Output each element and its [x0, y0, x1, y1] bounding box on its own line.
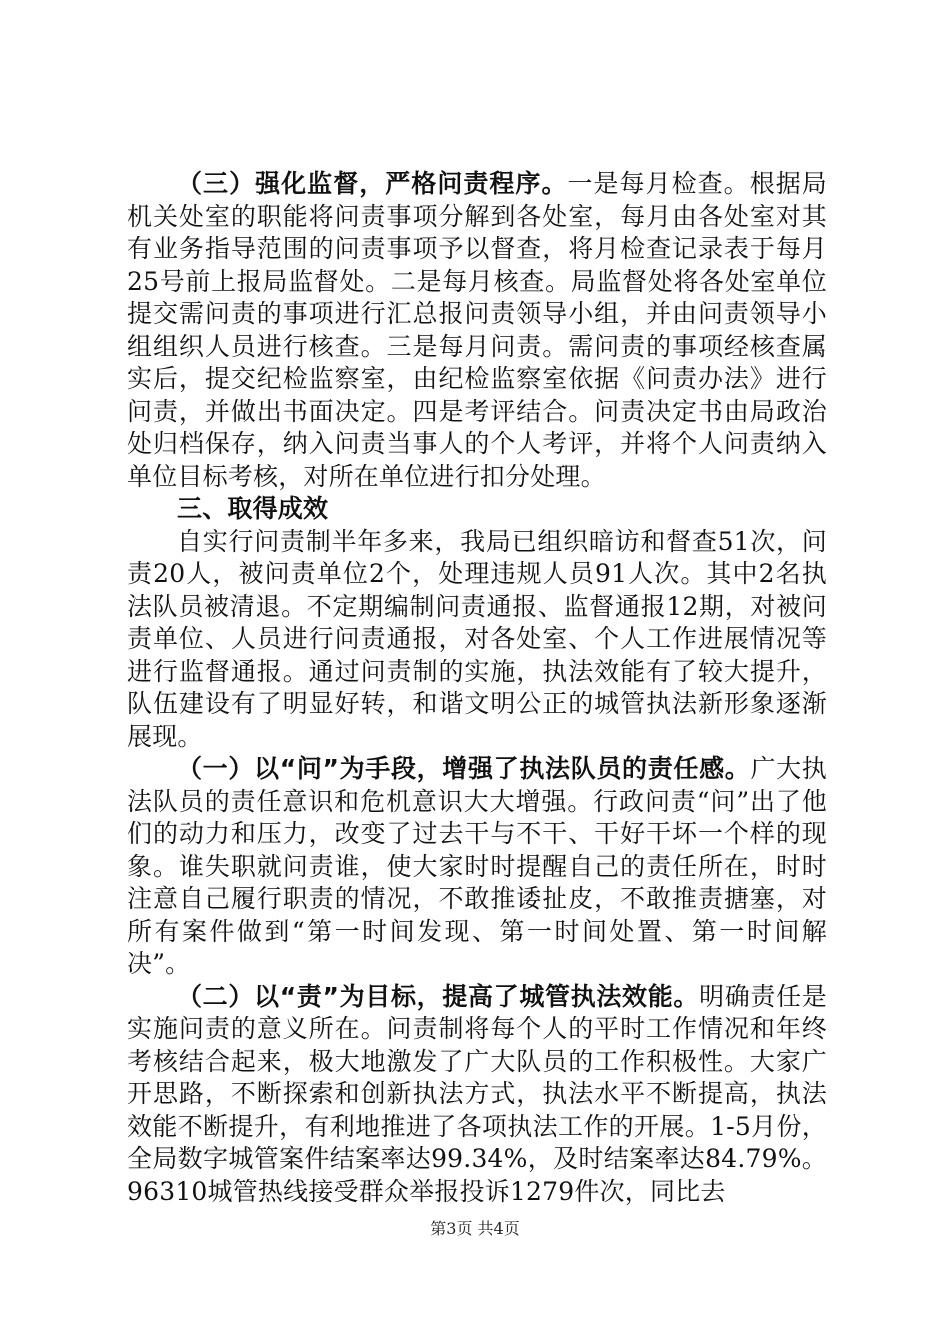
paragraph-text: 明确责任是实施问责的意义所在。问责制将每个人的平时工作情况和年终考核结合起来，极大地激发了广大队员的工作积极性。大家广开思路，不断探索和创新执法方式，执法水平不断提高，执法效能不断提升，有利地推进了各项执法工作的开展。1-5月份，全局数字城管案件结案率达99.34%，及时结案率达84.79%。96310城管热线接受群众举报投诉1279件次，同比去: [127, 981, 827, 1206]
paragraph-text: 自实行问责制半年多来，我局已组织暗访和督查51次，问责20人，被问责单位2个，处理违规人员91人次。其中2名执法队员被清退。不定期编制问责通报、监督通报12期，对被问责单位、人员进行问责通报，对各处室、个人工作进展情况等进行监督通报。通过问责制的实施，执法效能有了较大提升，队伍建设有了明显好转，和谐文明公正的城管执法新形象逐渐展现。: [127, 526, 827, 751]
paragraph-efficiency: [127, 981, 827, 1209]
paragraph-lead: （三）强化监督，严格问责程序。: [177, 169, 568, 198]
page-footer: 第3页 共4页: [430, 1219, 520, 1238]
paragraph-supervision: [127, 168, 827, 493]
paragraph-text: 广大执法队员的责任意识和危机意识大大增强。行政问责“问”出了他们的动力和压力，改变了过去干与不干、干好干坏一个样的现象。谁失职就问责谁，使大家时时提醒自己的责任所在，时时注意自己履行职责的情况，不敢推诿扯皮，不敢推责搪塞，对所有案件做到“第一时间发现、第一时间处置、第一时间解决”。: [127, 754, 827, 978]
section-heading-results: 三、取得成效: [177, 494, 329, 523]
paragraph-lead: （二）以“责”为目标，提高了城管执法效能。: [177, 981, 700, 1011]
document-body: [127, 168, 827, 1208]
paragraph-responsibility: [127, 753, 827, 981]
paragraph-results-summary: [127, 526, 827, 754]
paragraph-text: 一是每月检查。根据局机关处室的职能将问责事项分解到各处室，每月由各处室对其有业务指导范围的问责事项予以督查，将月检查记录表于每月25号前上报局监督处。二是每月核查。局监督处将各处室单位提交需问责的事项进行汇总报问责领导小组，并由问责领导小组组织人员进行核查。三是每月问责。需问责的事项经核查属实后，提交纪检监察室，由纪检监察室依据《问责办法》进行问责，并做出书面决定。四是考评结合。问责决定书由局政治处归档保存，纳入问责当事人的个人考评，并将个人问责纳入单位目标考核，对所在单位进行扣分处理。: [127, 169, 827, 491]
paragraph-lead: （一）以“问”为手段，增强了执法队员的责任感。: [177, 754, 751, 783]
